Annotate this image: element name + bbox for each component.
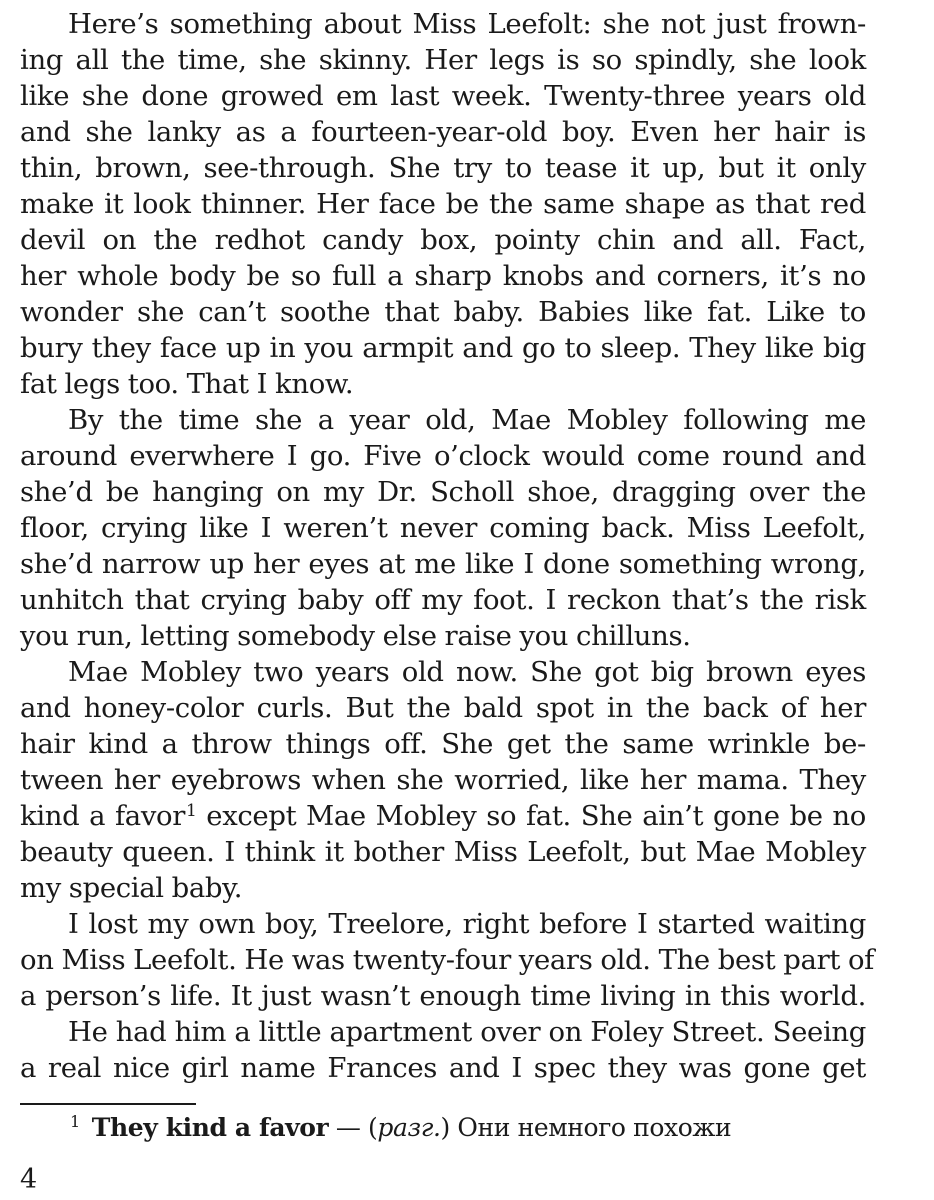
text-line: By the time she a year old, Mae Mobley following me [68,404,866,436]
text-line: wonder she can’t soothe that baby. Babies like fat. Like to [20,296,866,328]
text-line: make it look thinner. Her face be the same shape as that red [20,188,866,220]
footnote-reference[interactable]: 1 [186,801,197,821]
text-line: my special baby. [20,872,243,904]
text-line: and she lanky as a fourteen-year-old boy. Even her hair is [20,116,866,148]
footnote-paren-close: ) [440,1113,450,1142]
text-line: a real nice girl name Frances and I spec they was gone get [20,1052,866,1084]
footnote [70,1108,731,1148]
text-line: on Miss Leefolt. He was twenty-four years old. The best part of [20,944,874,976]
footnote-divider [20,1103,196,1105]
text-line: fat legs too. That I know. [20,368,354,400]
text-line: bury they face up in you armpit and go to sleep. They like big [20,332,866,364]
paragraph [20,6,866,402]
body-text [20,6,874,1086]
page-number: 4 [20,1164,38,1195]
text-line [20,798,866,834]
text-line: her whole body be so full a sharp knobs and corners, it’s no [20,260,866,292]
text-line: and honey-color curls. But the bald spot in the back of her [20,692,866,724]
footnote-term: They kind a favor [91,1113,329,1142]
text-line: she’d be hanging on my Dr. Scholl shoe, dragging over the [20,476,866,508]
paragraph [20,654,866,906]
footnote-paren-open: ( [368,1113,378,1142]
paragraph [20,1014,866,1086]
footnote-dash: — [328,1113,369,1142]
footnote-number: 1 [70,1112,80,1131]
text-line: He had him a little apartment over on Foley Street. Seeing [68,1016,866,1048]
text-line: around everwhere I go. Five o’clock would come round and [20,440,866,472]
text-line: hair kind a throw things off. She get the same wrinkle be- [20,728,866,760]
footnote-usage-label: разг. [377,1113,441,1142]
text-line: she’d narrow up her eyes at me like I done something wrong, [20,548,866,580]
text-segment: except Mae Mobley so fat. She ain’t gone be no [196,800,866,832]
paragraph [20,402,866,654]
text-line: Here’s something about Miss Leefolt: she not just frown- [68,8,866,40]
footnote-translation: Они немного похожи [449,1113,732,1142]
text-line: floor, crying like I weren’t never coming back. Miss Leefolt, [20,512,866,544]
text-line: tween her eyebrows when she worried, like her mama. They [20,764,866,796]
text-line: unhitch that crying baby off my foot. I reckon that’s the risk [20,584,866,616]
text-line: beauty queen. I think it bother Miss Leefolt, but Mae Mobley [20,836,866,868]
text-line: thin, brown, see-through. She try to tease it up, but it only [20,152,866,184]
text-line: ing all the time, she skinny. Her legs is so spindly, she look [20,44,866,76]
text-line: you run, letting somebody else raise you chilluns. [20,620,691,652]
text-line: a person’s life. It just wasn’t enough time living in this world. [20,980,866,1012]
text-line: Mae Mobley two years old now. She got big brown eyes [68,656,866,688]
text-line: I lost my own boy, Treelore, right before I started waiting [68,908,866,940]
text-line: like she done growed em last week. Twenty-three years old [20,80,866,112]
paragraph [20,906,874,1014]
text-segment: kind a favor [20,800,186,832]
text-line: devil on the redhot candy box, pointy chin and all. Fact, [20,224,866,256]
